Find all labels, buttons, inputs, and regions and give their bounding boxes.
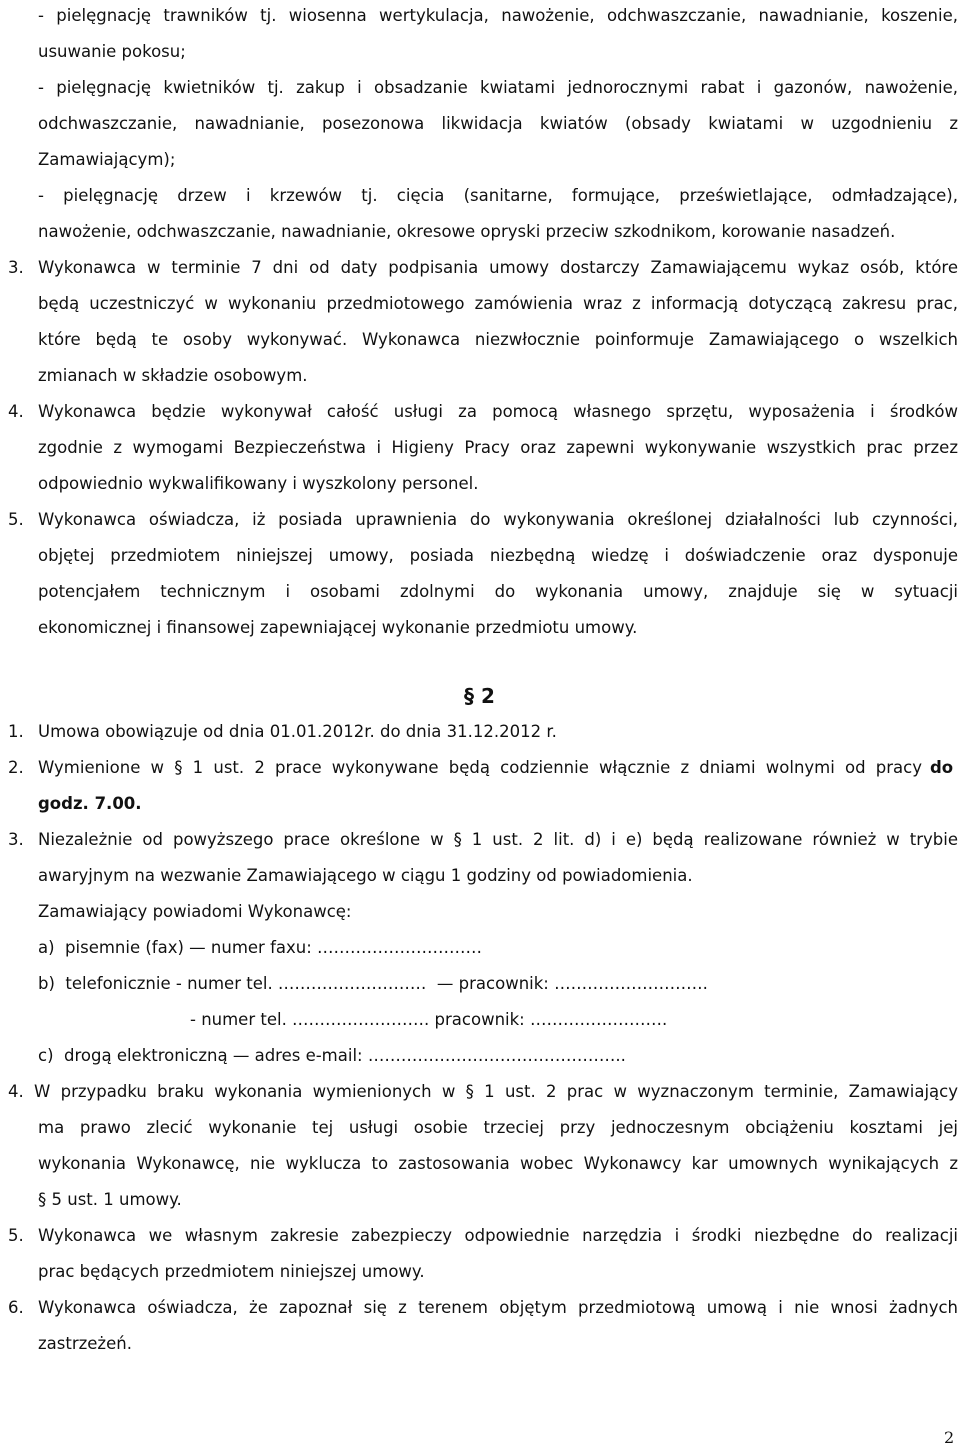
paragraph-3-line-3: które będą te osoby wykonywać. Wykonawca niezwłocznie poinformuje Zamawiającego o wszelkich — [38, 330, 958, 349]
paragraph-4-line-1: Wykonawca będzie wykonywał całość usługi za pomocą własnego sprzętu, wyposażenia i środków — [38, 402, 958, 421]
tools-line-2: prac będących przedmiotem niniejszej umowy. — [38, 1262, 425, 1281]
item-number: 4. — [8, 1082, 24, 1101]
paragraph-5-line-4: ekonomicznej i finansowej zapewniającej wykonanie przedmiotu umowy. — [38, 618, 638, 637]
item-number: 2. — [8, 758, 24, 777]
notification-email: c) drogą elektroniczną — adres e-mail: ……………………………………….. — [38, 1046, 626, 1065]
item-number: 1. — [8, 722, 24, 741]
emergency-work-line-2: awaryjnym na wezwanie Zamawiającego w ciągu 1 godziny od powiadomienia. — [38, 866, 693, 885]
paragraph-5-line-1: Wykonawca oświadcza, iż posiada uprawnienia do wykonywania określonej działalności lub czynności, — [38, 510, 958, 529]
flowerbed-care-line-1: - pielęgnację kwietników tj. zakup i obsadzanie kwiatami jednorocznymi rabat i gazonów, nawożenie, — [38, 78, 958, 97]
lawn-care-line-2: usuwanie pokosu; — [38, 42, 186, 61]
paragraph-5-line-2: objętej przedmiotem niniejszej umowy, posiada niezbędną wiedzę i doświadczenie oraz dysponuje — [38, 546, 958, 565]
tree-care-line-2: nawożenie, odchwaszczanie, nawadnianie, okresowe opryski przeciw szkodnikom, korowanie nasadzeń. — [38, 222, 896, 241]
work-schedule-line-1: Wymienione w § 1 ust. 2 prace wykonywane będą codziennie włącznie z dniami wolnymi od pracy — [38, 758, 922, 777]
work-schedule-bold-word: do — [930, 758, 954, 777]
paragraph-5-line-3: potencjałem technicznym i osobami zdolnymi do wykonania umowy, znajduje się w sytuacji — [38, 582, 958, 601]
item-number: 5. — [8, 1226, 24, 1245]
work-schedule-line-2: godz. 7.00. — [38, 794, 142, 813]
item-number: 6. — [8, 1298, 24, 1317]
notification-fax: a) pisemnie (fax) — numer faxu: ………………………… — [38, 938, 483, 957]
item-number: 3. — [8, 830, 24, 849]
page-number: 2 — [944, 1428, 955, 1447]
paragraph-3-line-1: Wykonawca w terminie 7 dni od daty podpisania umowy dostarczy Zamawiającemu wykaz osób, które — [38, 258, 958, 277]
emergency-work-line-1: Niezależnie od powyższego prace określone w § 1 ust. 2 lit. d) i e) będą realizowane również w trybie — [38, 830, 958, 849]
substitute-performance-line-2: ma prawo zlecić wykonanie tej usługi osobie trzeciej przy jednoczesnym obciążeniu kosztami jej — [38, 1118, 958, 1137]
substitute-performance-line-1: W przypadku braku wykonania wymienionych w § 1 ust. 2 prac w wyznaczonym terminie, Zamawiający — [34, 1082, 958, 1101]
site-inspection-line-2: zastrzeżeń. — [38, 1334, 132, 1353]
paragraph-4-line-2: zgodnie z wymogami Bezpieczeństwa i Higieny Pracy oraz zapewni wykonywanie wszystkich prac przez — [38, 438, 958, 457]
flowerbed-care-line-2: odchwaszczanie, nawadnianie, posezonowa likwidacja kwiatów (obsady kwiatami w uzgodnieniu z — [38, 114, 958, 133]
notification-phone-2: - numer tel. ……………………. pracownik: ……………………. — [190, 1010, 668, 1029]
paragraph-number: 5. — [8, 510, 24, 529]
paragraph-number: 4. — [8, 402, 24, 421]
paragraph-3-line-4: zmianach w składzie osobowym. — [38, 366, 308, 385]
substitute-performance-line-3: wykonania Wykonawcę, nie wyklucza to zastosowania wobec Wykonawcy kar umownych wynikających z — [38, 1154, 958, 1173]
substitute-performance-line-4: § 5 ust. 1 umowy. — [38, 1190, 182, 1209]
paragraph-4-line-3: odpowiednio wykwalifikowany i wyszkolony personel. — [38, 474, 479, 493]
section-heading: § 2 — [464, 684, 495, 708]
tools-line-1: Wykonawca we własnym zakresie zabezpieczy odpowiednie narzędzia i środki niezbędne do realizacji — [38, 1226, 958, 1245]
paragraph-3-line-2: będą uczestniczyć w wykonaniu przedmiotowego zamówienia wraz z informacją dotyczącą zakresu prac, — [38, 294, 958, 313]
flowerbed-care-line-3: Zamawiającym); — [38, 150, 176, 169]
paragraph-number: 3. — [8, 258, 24, 277]
notification-phone: b) telefonicznie - numer tel. ……………………… — pracownik: ………………………. — [38, 974, 708, 993]
tree-care-line-1: - pielęgnację drzew i krzewów tj. cięcia (sanitarne, formujące, prześwietlające, odmładzające), — [38, 186, 958, 205]
lawn-care-line-1: - pielęgnację trawników tj. wiosenna wertykulacja, nawożenie, odchwaszczanie, nawadnianie, koszenie, — [38, 6, 958, 25]
site-inspection-line-1: Wykonawca oświadcza, że zapoznał się z terenem objętym przedmiotową umową i nie wnosi żadnych — [38, 1298, 958, 1317]
contract-term-line: Umowa obowiązuje od dnia 01.01.2012r. do dnia 31.12.2012 r. — [38, 722, 557, 741]
notification-intro: Zamawiający powiadomi Wykonawcę: — [38, 902, 352, 921]
